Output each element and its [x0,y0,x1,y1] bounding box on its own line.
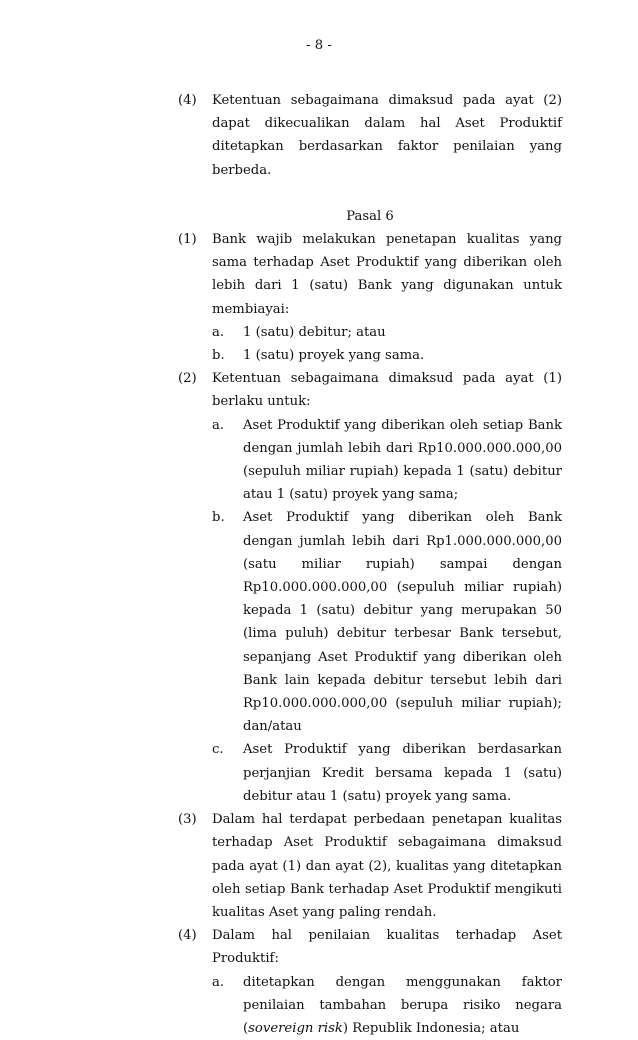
clause-number: (4) [178,928,197,944]
list-item-text [243,971,562,1040]
list-item-text: 1 (satu) debitur; atau [243,324,386,340]
clause-1 [178,228,562,367]
clause-4-previous [178,89,562,182]
list-item-marker: b. [212,348,225,364]
clause-text: Dalam hal terdapat perbedaan penetapan kualitas terhadap Aset Produktif sebagaimana dimaksud pada ayat (1) dan ayat (2), kualitas yang ditetapkan oleh setiap Bank terhadap Aset Produktif mengikuti kualitas Aset yang paling rendah. [212,812,562,920]
pasal-heading: Pasal 6 [346,208,394,224]
clause-number: (1) [178,232,197,248]
list-item-text: Aset Produktif yang diberikan oleh setiap Bank dengan jumlah lebih dari Rp10.000.000.000,00 (sepuluh miliar rupiah) kepada 1 (satu) debitur atau 1 (satu) proyek yang sama; [243,417,562,503]
list-item [212,738,562,808]
list-item [212,971,562,1040]
clause-2 [178,367,562,808]
italic-term: sovereign risk [248,1020,343,1036]
spacer [178,182,562,205]
list-item-marker: a. [212,417,225,433]
page-number: - 8 - [306,38,332,53]
list-item-text-part: ) Republik Indonesia; atau [342,1020,520,1036]
list-item-text: Aset Produktif yang diberikan berdasarkan perjanjian Kredit bersama kepada 1 (satu) debitur atau 1 (satu) proyek yang sama. [243,742,562,804]
list-item [212,344,562,367]
clause-4 [178,924,562,1040]
clause-3 [178,808,562,924]
clause-text: Ketentuan sebagaimana dimaksud pada ayat (2) dapat dikecualikan dalam hal Aset Produktif ditetapkan berdasarkan faktor penilaian yang berbeda. [212,93,562,178]
clause-text: Ketentuan sebagaimana dimaksud pada ayat (1) berlaku untuk: [212,371,562,410]
clause-number: (4) [178,93,197,108]
list-item-marker: b. [212,510,225,526]
list-item [212,321,562,344]
list-item [212,506,562,738]
list-item [212,414,562,507]
clause-text: Dalam hal penilaian kualitas terhadap Aset Produktif: [212,928,562,967]
list-item-text: 1 (satu) proyek yang sama. [243,348,425,364]
list-item-marker: c. [212,742,224,758]
clause-number: (2) [178,371,197,387]
sub-item-list [212,321,562,367]
sub-item-list [212,414,562,808]
clause-number: (3) [178,812,197,828]
list-item-marker: a. [212,324,225,340]
clause-text: Bank wajib melakukan penetapan kualitas yang sama terhadap Aset Produktif yang diberikan oleh lebih dari 1 (satu) Bank yang digunakan untuk membiayai: [212,232,562,317]
list-item-text: Aset Produktif yang diberikan oleh Bank dengan jumlah lebih dari Rp1.000.000.000,00 (satu miliar rupiah) sampai dengan Rp10.000.000.000,00 (sepuluh miliar rupiah) kepada 1 (satu) debitur yang merupakan 50 (lima puluh) debitur terbesar Bank tersebut, sepanjang Aset Produktif yang diberikan oleh Bank lain kepada debitur tersebut lebih dari Rp10.000.000.000,00 (sepuluh miliar rupiah); dan/atau [243,510,562,735]
document-body [178,89,562,1040]
list-item-text-part: ditetapkan dengan menggunakan faktor penilaian tambahan berupa risiko negara ( [243,974,562,1036]
list-item-marker: a. [212,974,225,990]
sub-item-list [212,971,562,1040]
